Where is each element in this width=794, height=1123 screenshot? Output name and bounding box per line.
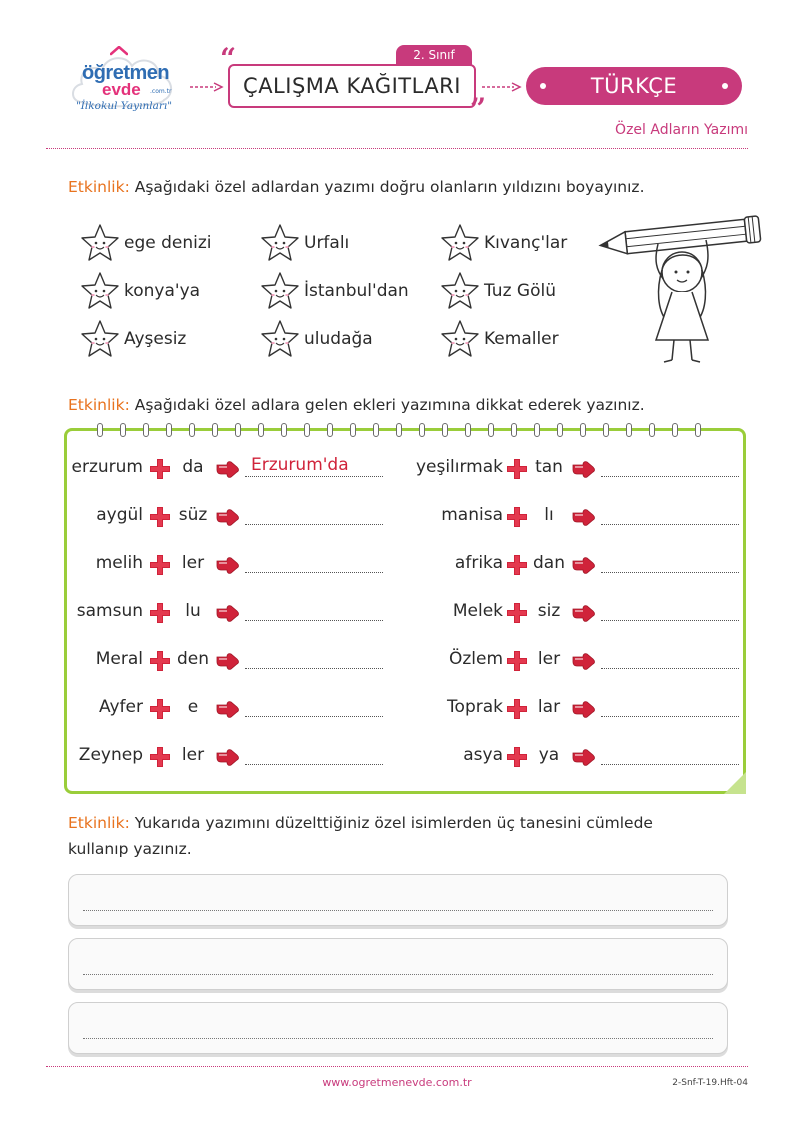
base-word: Toprak [447,697,503,717]
logo-brand-top: öğretmen [82,62,170,84]
answer-field[interactable] [601,605,739,621]
plus-icon [149,746,171,768]
pointing-hand-icon [571,651,595,671]
answer-field[interactable] [601,557,739,573]
star-item-label: Tuz Gölü [484,281,556,301]
pointing-hand-icon [571,603,595,623]
activity-3-instruction [68,814,653,832]
suffix-text: den [176,649,210,669]
subject-badge [526,67,742,105]
suffix-text: ler [537,649,561,669]
suffix-text: dan [533,553,565,573]
star-item-label: ege denizi [124,233,212,253]
plus-icon [506,506,528,528]
answer-field[interactable] [245,509,383,525]
spiral-ring [695,423,701,437]
suffix-text: lı [544,505,554,525]
spiral-ring [189,423,195,437]
star-item-label: Ayşesiz [124,329,187,349]
answer-field[interactable] [601,509,739,525]
activity-3-instruction-line2: kullanıp yazınız. [68,840,192,858]
spiral-ring [534,423,540,437]
star-item-label: uludağa [304,329,373,349]
spiral-ring [649,423,655,437]
subject-label: TÜRKÇE [590,74,678,98]
plus-icon [149,458,171,480]
pointing-hand-icon [215,603,239,623]
writing-line [83,910,713,911]
suffix-text: lar [537,697,561,717]
publisher-logo [62,46,186,126]
spiral-ring [327,423,333,437]
logo-domain: .com.tr [150,88,172,95]
answer-example: Erzurum'da [251,455,349,475]
writing-line [83,1038,713,1039]
activity-text: Yukarıda yazımını düzelttiğiniz özel isimlerden üç tanesini cümlede [134,814,653,832]
spiral-ring [120,423,126,437]
pointing-hand-icon [571,507,595,527]
spiral-ring [97,423,103,437]
star-item-label: Urfalı [304,233,350,253]
star-item-label: Kıvanç'lar [484,233,568,253]
base-word: samsun [76,601,143,621]
grade-tab: 2. Sınıf [396,45,472,65]
footer-url[interactable]: www.ogretmenevde.com.tr [322,1076,472,1089]
logo-tagline: "İlkokul Yayınları" [75,100,173,112]
girl-with-pencil-illustration [596,210,766,370]
star-item[interactable] [78,318,186,360]
base-word: manisa [441,505,503,525]
answer-field[interactable] [245,557,383,573]
star-item-label: Kemaller [484,329,559,349]
star-icon[interactable] [438,318,484,360]
spiral-ring [235,423,241,437]
suffix-text: tan [535,457,563,477]
base-word: afrika [454,553,503,573]
base-word: yeşilırmak [415,457,503,477]
suffix-text: da [182,457,204,477]
plus-icon [506,698,528,720]
star-icon[interactable] [258,222,304,264]
star-item[interactable] [438,270,556,312]
pointing-hand-icon [215,459,239,479]
base-word: Melek [452,601,503,621]
spiral-ring [626,423,632,437]
pointing-hand-icon [215,747,239,767]
base-word: Zeynep [78,745,143,765]
pointing-hand-icon [215,651,239,671]
divider [46,148,748,149]
writing-box[interactable] [68,938,728,990]
spiral-ring [672,423,678,437]
house-icon [110,46,128,62]
suffix-text: siz [537,601,561,621]
spiral-ring [580,423,586,437]
writing-box[interactable] [68,1002,728,1054]
suffix-text: lu [185,601,201,621]
answer-field[interactable] [245,701,383,717]
worksheet-title-box [228,64,476,108]
suffix-text: ler [181,745,205,765]
star-icon[interactable] [438,270,484,312]
spiral-ring [511,423,517,437]
star-item[interactable] [78,270,200,312]
bullet-icon [722,83,728,89]
activity-label: Etkinlik: [68,178,130,196]
activity-2-instruction [68,396,645,414]
suffix-text: süz [178,505,208,525]
plus-icon [149,602,171,624]
worksheet-title: ÇALIŞMA KAĞITLARI [243,74,461,98]
star-item[interactable] [258,318,373,360]
spiral-ring [419,423,425,437]
base-word: asya [463,745,503,765]
spiral-ring [281,423,287,437]
base-word: aygül [96,505,143,525]
spiral-ring [465,423,471,437]
suffix-text: e [187,697,199,717]
plus-icon [149,554,171,576]
pointing-hand-icon [571,459,595,479]
activity-text: Aşağıdaki özel adlardan yazımı doğru olanların yıldızını boyayınız. [134,178,645,196]
spiral-ring [557,423,563,437]
close-quote-icon: ” [470,92,487,125]
star-icon[interactable] [438,222,484,264]
pointing-hand-icon [571,699,595,719]
pointing-hand-icon [571,747,595,767]
star-icon[interactable] [78,318,124,360]
base-word: Ayfer [99,697,143,717]
star-item[interactable] [258,222,349,264]
activity-label: Etkinlik: [68,814,130,832]
writing-box[interactable] [68,874,728,926]
spiral-ring [373,423,379,437]
star-icon[interactable] [78,222,124,264]
plus-icon [149,650,171,672]
notebook-frame [64,428,746,794]
base-word: erzurum [71,457,143,477]
writing-line [83,974,713,975]
base-word: Meral [95,649,143,669]
star-icon[interactable] [78,270,124,312]
answer-field[interactable] [245,749,383,765]
topic-title: Özel Adların Yazımı [615,122,748,138]
spiral-ring [212,423,218,437]
divider [46,1066,748,1067]
spiral-ring [442,423,448,437]
pointing-hand-icon [215,699,239,719]
star-item[interactable] [78,222,212,264]
spiral-ring [396,423,402,437]
answer-field[interactable] [601,749,739,765]
answer-field[interactable] [245,605,383,621]
star-item[interactable] [258,270,409,312]
spiral-ring [304,423,310,437]
suffix-text: ler [181,553,205,573]
spiral-ring [603,423,609,437]
answer-field[interactable] [601,653,739,669]
activity-label: Etkinlik: [68,396,130,414]
star-icon[interactable] [258,318,304,360]
answer-field[interactable] [601,461,739,477]
plus-icon [506,458,528,480]
footer-code: 2-Snf-T-19.Hft-04 [672,1078,748,1088]
star-item[interactable] [438,222,567,264]
plus-icon [149,698,171,720]
answer-field[interactable] [245,653,383,669]
answer-field[interactable] [601,701,739,717]
star-icon[interactable] [258,270,304,312]
spiral-ring [143,423,149,437]
open-quote-icon: “ [220,42,237,75]
star-item-label: İstanbul'dan [304,281,409,301]
spiral-ring [350,423,356,437]
plus-icon [506,554,528,576]
base-word: melih [95,553,143,573]
star-item[interactable] [438,318,559,360]
bullet-icon [540,83,546,89]
plus-icon [506,650,528,672]
plus-icon [506,746,528,768]
plus-icon [506,602,528,624]
base-word: Özlem [448,649,503,669]
arrow-right-icon [190,82,224,92]
star-item-label: konya'ya [124,281,201,301]
plus-icon [149,506,171,528]
spiral-ring [166,423,172,437]
arrow-right-icon [482,82,522,92]
spiral-ring [488,423,494,437]
activity-text: Aşağıdaki özel adlara gelen ekleri yazımına dikkat ederek yazınız. [134,396,645,414]
pointing-hand-icon [215,507,239,527]
page-curl-icon [724,772,746,794]
suffix-text: ya [538,745,560,765]
activity-1-instruction [68,178,645,196]
spiral-ring [258,423,264,437]
pointing-hand-icon [571,555,595,575]
logo-brand-bottom: evde [102,80,141,99]
pointing-hand-icon [215,555,239,575]
